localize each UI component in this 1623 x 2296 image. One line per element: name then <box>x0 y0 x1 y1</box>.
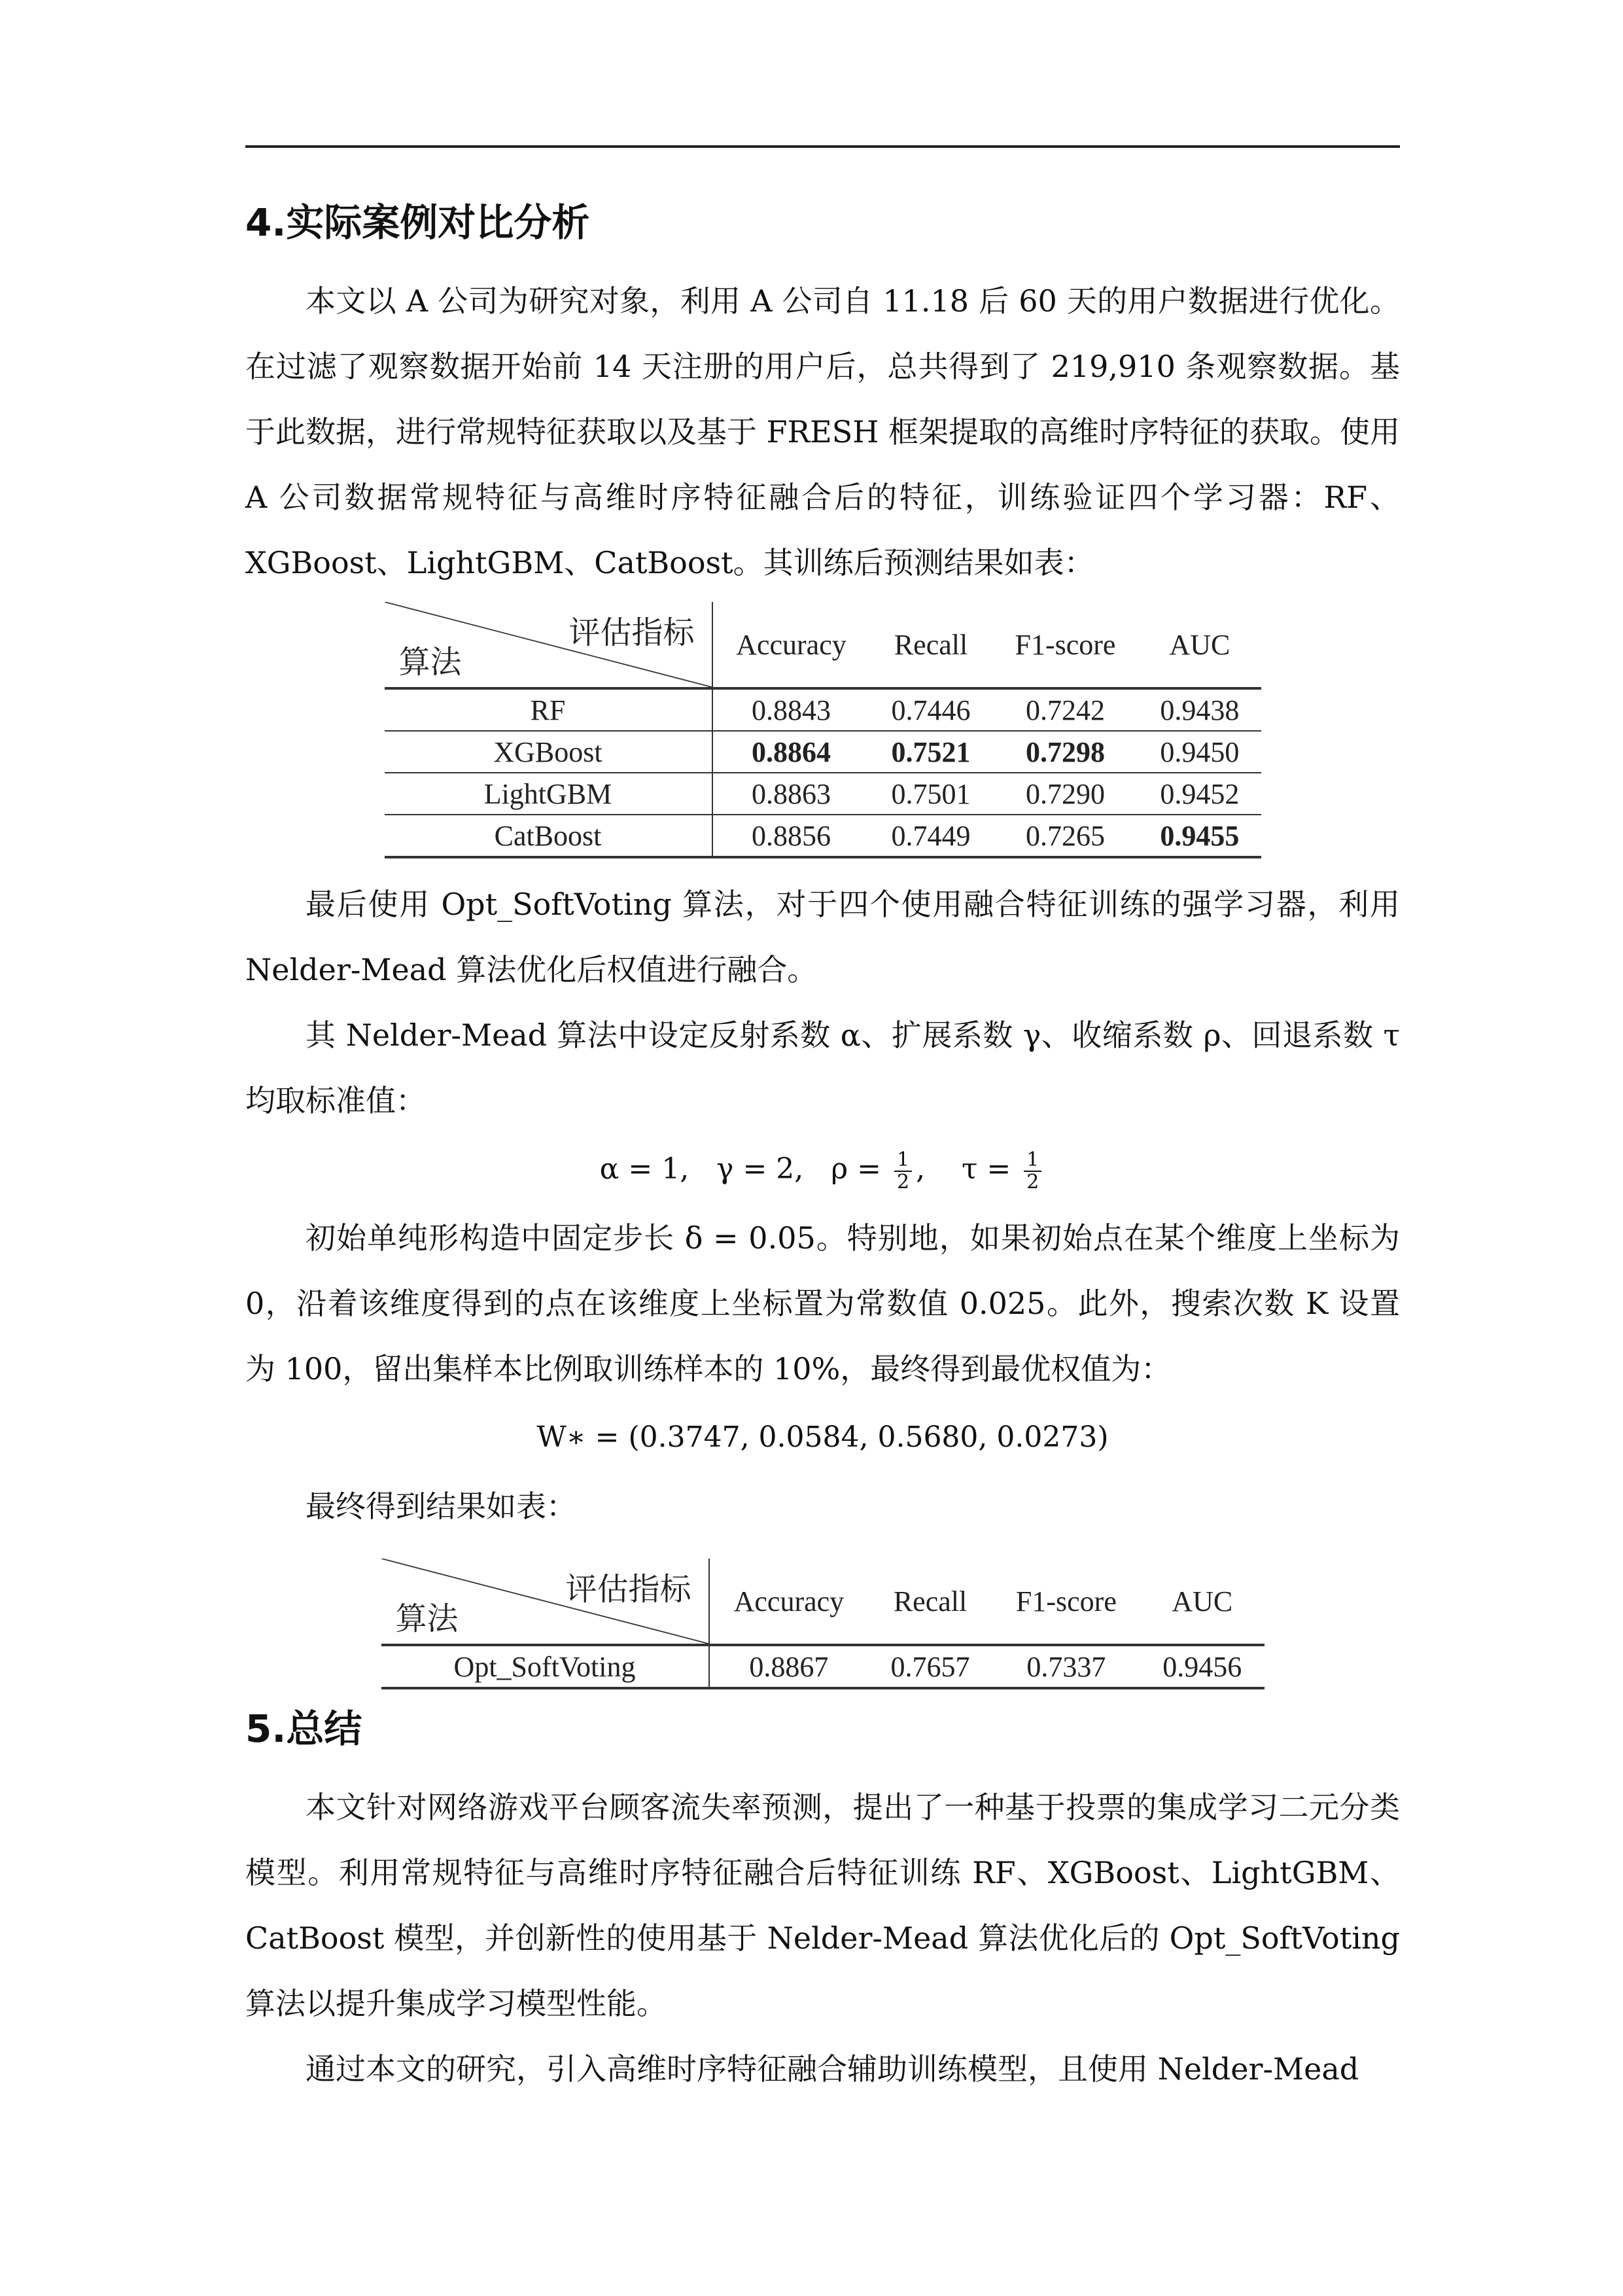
cell-auc: 0.9438 <box>1138 688 1261 731</box>
cell-recall: 0.7657 <box>868 1645 992 1688</box>
cell-f1: 0.7242 <box>992 688 1139 731</box>
cell-auc: 0.9456 <box>1140 1645 1264 1688</box>
row-name: LightGBM <box>385 773 712 815</box>
cell-accuracy: 0.8864 <box>712 731 870 773</box>
table-1-header-accuracy: Accuracy <box>736 628 846 661</box>
table-2-header-auc: AUC <box>1172 1585 1233 1617</box>
cell-accuracy: 0.8867 <box>709 1645 869 1688</box>
section-4-paragraph-3: 其 Nelder-Mead 算法中设定反射系数 α、扩展系数 γ、收缩系数 ρ、回退系数 τ 均取标准值： <box>245 1017 1400 1118</box>
cell-recall: 0.7449 <box>869 815 992 857</box>
cell-accuracy: 0.8856 <box>712 815 870 857</box>
eq-comma: , <box>916 1152 926 1186</box>
row-name: Opt_SoftVoting <box>381 1645 709 1688</box>
table-2-header-f1: F1-score <box>1015 1585 1117 1617</box>
cell-auc: 0.9455 <box>1138 815 1261 857</box>
results-table-1 <box>385 602 1261 858</box>
cell-auc: 0.9450 <box>1138 731 1261 773</box>
cell-accuracy: 0.8863 <box>712 773 870 815</box>
header-rule <box>245 145 1400 148</box>
cell-f1: 0.7290 <box>992 773 1139 815</box>
table-1-header-recall: Recall <box>894 628 968 661</box>
row-name: RF <box>385 688 712 731</box>
table-1-corner-cell <box>385 602 712 688</box>
fraction-rho: $\frac{1}{2}$ <box>894 1150 912 1193</box>
table-row <box>385 731 1261 773</box>
table-row <box>385 773 1261 815</box>
section-4-paragraph-5: 最终得到结果如表： <box>305 1489 576 1524</box>
cell-recall: 0.7501 <box>869 773 992 815</box>
equation-optimal-weights: W∗ = (0.3747, 0.0584, 0.5680, 0.0273) <box>536 1421 1109 1454</box>
cell-auc: 0.9452 <box>1138 773 1261 815</box>
table-1-header-auc: AUC <box>1169 628 1230 661</box>
row-name: CatBoost <box>385 815 712 857</box>
cell-f1: 0.7337 <box>992 1645 1140 1688</box>
table-row <box>381 1645 1265 1688</box>
cell-accuracy: 0.8843 <box>712 688 870 731</box>
eq-gamma: γ = 2, <box>716 1152 804 1186</box>
table-1-algorithm-label: 算法 <box>398 645 462 680</box>
table-2-header-recall: Recall <box>893 1585 968 1617</box>
page-content <box>245 196 1400 2102</box>
fraction-tau: $\frac{1}{2}$ <box>1024 1150 1041 1193</box>
cell-recall: 0.7446 <box>869 688 992 731</box>
section-4-heading: 4.实际案例对比分析 <box>245 200 590 245</box>
table-row <box>385 815 1261 857</box>
cell-recall: 0.7521 <box>869 731 992 773</box>
table-1-header-f1: F1-score <box>1015 628 1116 661</box>
table-2-metric-label: 评估指标 <box>565 1572 691 1607</box>
table-row <box>385 688 1261 731</box>
section-5-paragraph-1: 本文针对网络游戏平台顾客流失率预测，提出了一种基于投票的集成学习二元分类模型。利用常规特征与高维时序特征融合后特征训练 RF、XGBoost、LightGBM、CatBoost 模型，并创新性的使用基于 Nelder-Mead 算法优化后的 Opt_SoftVoting 算法以提升集成学习模型性能。 <box>245 1790 1400 2021</box>
section-5-paragraph-2: 通过本文的研究，引入高维时序特征融合辅助训练模型，且使用 Nelder-Mead <box>305 2051 1359 2087</box>
table-2-algorithm-label: 算法 <box>395 1602 459 1636</box>
results-table-2 <box>381 1559 1265 1689</box>
table-2-corner-cell <box>381 1559 709 1645</box>
equation-coefficients <box>245 1133 1400 1205</box>
section-4-paragraph-2: 最后使用 Opt_SoftVoting 算法，对于四个使用融合特征训练的强学习器，利用 Nelder-Mead 算法优化后权值进行融合。 <box>245 887 1400 987</box>
section-5-heading: 5.总结 <box>245 1706 362 1751</box>
cell-f1: 0.7265 <box>992 815 1139 857</box>
cell-f1: 0.7298 <box>992 731 1139 773</box>
row-name: XGBoost <box>385 731 712 773</box>
table-2-header-accuracy: Accuracy <box>733 1585 845 1617</box>
eq-tau: τ = <box>962 1152 1011 1186</box>
section-4-paragraph-1: 本文以 A 公司为研究对象，利用 A 公司自 11.18 后 60 天的用户数据进行优化。在过滤了观察数据开始前 14 天注册的用户后，总共得到了 219,910 条观察数据。基于此数据，进行常规特征获取以及基于 FRESH 框架提取的高维时序特征的获取。使用 A 公司数据常规特征与高维时序特征融合后的特征，训练验证四个学习器：RF、XGBoost、LightGBM、CatBoost。其训练后预测结果如表： <box>245 283 1401 580</box>
table-1-metric-label: 评估指标 <box>568 616 695 650</box>
eq-rho: ρ = <box>831 1152 881 1186</box>
section-4-paragraph-4: 初始单纯形构造中固定步长 δ = 0.05。特别地，如果初始点在某个维度上坐标为 0，沿着该维度得到的点在该维度上坐标置为常数值 0.025。此外，搜索次数 K 设置 为 100，留出集样本比例取训练样本的 10%，最终得到最优权值为： <box>245 1220 1400 1386</box>
eq-alpha: α = 1, <box>599 1152 689 1186</box>
